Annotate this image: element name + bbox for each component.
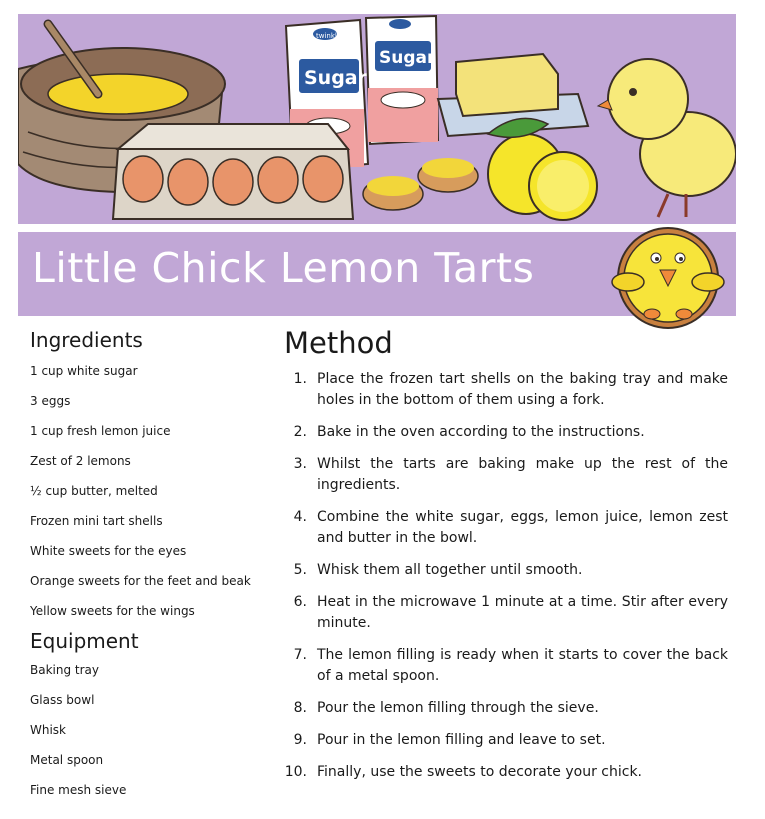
step-number: 8. (293, 700, 307, 716)
method-step (284, 592, 728, 634)
step-number: 3. (293, 456, 307, 472)
banner-illustration (18, 14, 736, 224)
list-item: 1 cup white sugar (30, 364, 138, 378)
page-title: Little Chick Lemon Tarts (32, 244, 535, 292)
step-number: 6. (293, 594, 307, 610)
list-item: Metal spoon (30, 753, 104, 767)
step-number: 10. (284, 764, 307, 780)
step-text: The lemon filling is ready when it starts to cover the back of a metal spoon. (317, 647, 728, 684)
list-item: Frozen mini tart shells (30, 514, 163, 528)
list-item: Baking tray (30, 663, 99, 677)
list-item: Yellow sweets for the wings (30, 604, 195, 618)
list-item: White sweets for the eyes (30, 544, 187, 558)
chick-tart-icon (608, 224, 728, 332)
step-text: Pour in the lemon filling and leave to set. (317, 732, 606, 748)
step-text: Whisk them all together until smooth. (317, 562, 583, 578)
step-number: 1. (293, 371, 307, 387)
list-item: Orange sweets for the feet and beak (30, 574, 251, 588)
egg-carton-icon (113, 124, 353, 219)
sugar-brand-text: twinkl (316, 32, 337, 40)
ingredients-column (30, 328, 270, 805)
step-text: Bake in the oven according to the instructions. (317, 424, 645, 440)
step-text: Heat in the microwave 1 minute at a time. Stir after every minute. (317, 594, 728, 631)
method-step (284, 422, 728, 443)
method-step (284, 645, 728, 687)
step-text: Pour the lemon filling through the sieve. (317, 700, 599, 716)
method-step (284, 454, 728, 496)
list-item: Glass bowl (30, 693, 95, 707)
step-number: 5. (293, 562, 307, 578)
list-item: ½ cup butter, melted (30, 484, 158, 498)
method-heading: Method (284, 326, 393, 360)
step-text: Place the frozen tart shells on the baking tray and make holes in the bottom of them using a fork. (317, 371, 728, 408)
step-number: 9. (293, 732, 307, 748)
step-number: 4. (293, 509, 307, 525)
sugar-bag-icon (366, 16, 438, 144)
method-step (284, 369, 728, 411)
ingredients-heading: Ingredients (30, 328, 143, 352)
list-item: Zest of 2 lemons (30, 454, 131, 468)
method-list (284, 369, 728, 794)
step-text: Whilst the tarts are baking make up the rest of the ingredients. (317, 456, 728, 493)
ingredients-list (30, 356, 270, 626)
sugar-label-text: Sugar (304, 67, 368, 89)
method-step (284, 698, 728, 719)
list-item: Whisk (30, 723, 67, 737)
step-text: Finally, use the sweets to decorate your chick. (317, 764, 643, 780)
equipment-heading: Equipment (30, 629, 139, 653)
list-item: 1 cup fresh lemon juice (30, 424, 171, 438)
sugar-label-text-2: Sugar (379, 48, 436, 68)
method-step (284, 507, 728, 549)
list-item: Fine mesh sieve (30, 783, 127, 797)
step-text: Combine the white sugar, eggs, lemon juice, lemon zest and butter in the bowl. (317, 509, 728, 546)
equipment-list (30, 655, 270, 805)
method-step (284, 762, 728, 783)
step-number: 2. (293, 424, 307, 440)
method-step (284, 560, 728, 581)
list-item: 3 eggs (30, 394, 71, 408)
step-number: 7. (293, 647, 307, 663)
method-step (284, 730, 728, 751)
